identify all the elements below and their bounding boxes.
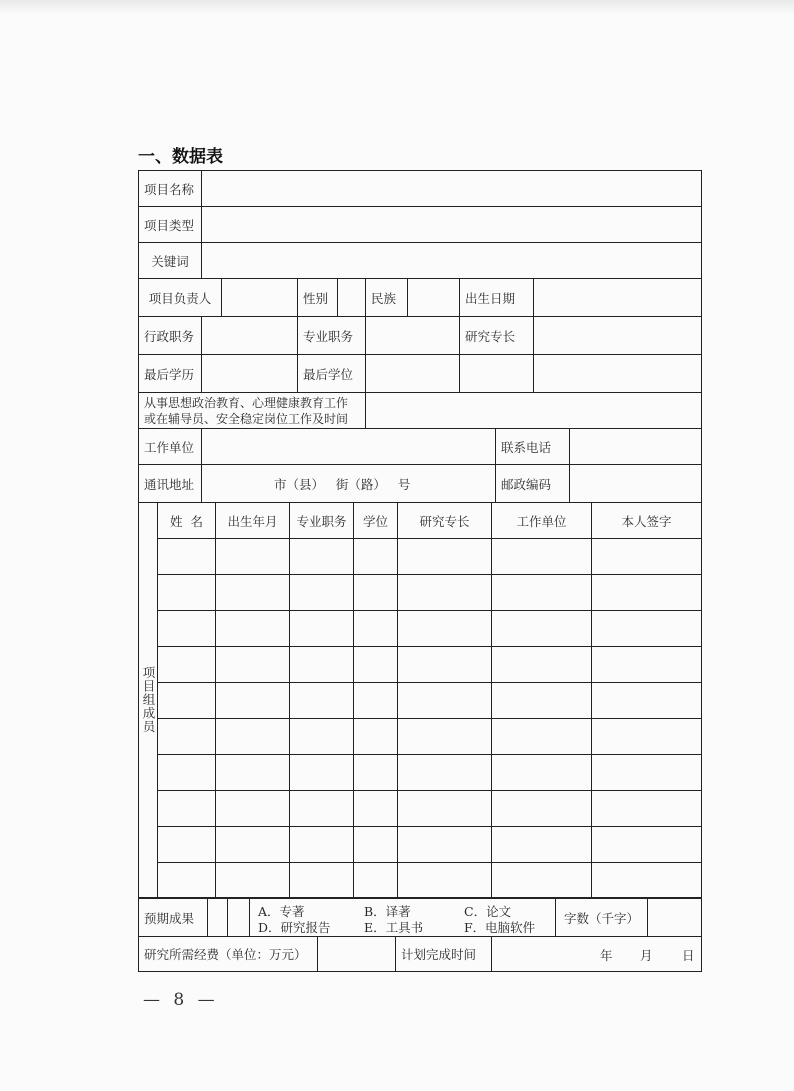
work-unit-field[interactable] xyxy=(202,428,496,464)
address-label: 通讯地址 xyxy=(138,464,202,502)
members-cell-signature[interactable] xyxy=(592,790,702,826)
ethnicity-field[interactable] xyxy=(408,278,460,316)
members-cell-name[interactable] xyxy=(158,646,216,682)
members-cell-degree[interactable] xyxy=(354,574,398,610)
members-cell-signature[interactable] xyxy=(592,574,702,610)
members-cell-signature[interactable] xyxy=(592,682,702,718)
members-cell-birth-month[interactable] xyxy=(216,718,290,754)
members-cell-name[interactable] xyxy=(158,682,216,718)
members-cell-work-unit[interactable] xyxy=(492,790,592,826)
keywords-field[interactable] xyxy=(202,242,702,278)
members-cell-specialty[interactable] xyxy=(398,826,492,862)
members-cell-prof-post[interactable] xyxy=(290,682,354,718)
members-cell-specialty[interactable] xyxy=(398,538,492,574)
option-reference-book[interactable]: E．工具书 xyxy=(364,920,424,935)
gender-label: 性别 xyxy=(298,278,338,316)
postcode-field[interactable] xyxy=(570,464,702,502)
members-cell-prof-post[interactable] xyxy=(290,862,354,898)
word-count-field[interactable] xyxy=(648,898,702,936)
members-cell-birth-month[interactable] xyxy=(216,682,290,718)
section-title: 一、数据表 xyxy=(138,147,223,167)
members-cell-prof-post[interactable] xyxy=(290,610,354,646)
members-cell-name[interactable] xyxy=(158,574,216,610)
members-cell-degree[interactable] xyxy=(354,826,398,862)
month-label: 月 xyxy=(640,948,653,963)
members-cell-birth-month[interactable] xyxy=(216,646,290,682)
members-cell-degree[interactable] xyxy=(354,646,398,682)
phone-field[interactable] xyxy=(570,428,702,464)
members-cell-specialty[interactable] xyxy=(398,754,492,790)
completion-date-field[interactable] xyxy=(492,936,702,972)
highest-degree-field[interactable] xyxy=(366,354,460,392)
members-side-label xyxy=(138,502,158,898)
option-monograph[interactable]: A．专著 xyxy=(258,904,305,919)
members-cell-signature[interactable] xyxy=(592,646,702,682)
members-cell-prof-post[interactable] xyxy=(290,646,354,682)
members-cell-prof-post[interactable] xyxy=(290,574,354,610)
members-cell-work-unit[interactable] xyxy=(492,646,592,682)
members-header-specialty: 研究专长 xyxy=(398,502,492,538)
outcome-blank-cell[interactable] xyxy=(228,898,250,936)
blank-cell xyxy=(460,354,534,392)
members-cell-name[interactable] xyxy=(158,718,216,754)
members-cell-work-unit[interactable] xyxy=(492,826,592,862)
members-cell-degree[interactable] xyxy=(354,862,398,898)
members-cell-birth-month[interactable] xyxy=(216,862,290,898)
outcomes-label: 预期成果 xyxy=(138,898,208,936)
day-label: 日 xyxy=(682,948,695,963)
members-cell-signature[interactable] xyxy=(592,826,702,862)
funding-label: 研究所需经费（单位：万元） xyxy=(138,936,318,972)
members-cell-name[interactable] xyxy=(158,538,216,574)
project-type-field[interactable] xyxy=(202,206,702,242)
admin-post-field[interactable] xyxy=(202,316,298,354)
members-cell-specialty[interactable] xyxy=(398,610,492,646)
members-cell-prof-post[interactable] xyxy=(290,718,354,754)
page-number: — 8 — xyxy=(143,990,219,1010)
members-cell-degree[interactable] xyxy=(354,718,398,754)
members-cell-signature[interactable] xyxy=(592,754,702,790)
outcome-options xyxy=(250,898,556,936)
year-label: 年 xyxy=(600,948,613,963)
prof-post-field[interactable] xyxy=(366,316,460,354)
members-cell-degree[interactable] xyxy=(354,790,398,826)
leader-field[interactable] xyxy=(222,278,298,316)
members-header-name: 姓 名 xyxy=(158,502,216,538)
members-cell-degree[interactable] xyxy=(354,682,398,718)
members-header-prof-post: 专业职务 xyxy=(290,502,354,538)
keywords-label: 关键词 xyxy=(138,242,202,278)
members-cell-signature[interactable] xyxy=(592,538,702,574)
leader-label: 项目负责人 xyxy=(138,278,222,316)
research-specialty-field[interactable] xyxy=(534,316,702,354)
members-cell-birth-month[interactable] xyxy=(216,574,290,610)
address-field[interactable]: 市（县） 街（路） 号 xyxy=(202,464,496,502)
research-specialty-label: 研究专长 xyxy=(460,316,534,354)
members-cell-prof-post[interactable] xyxy=(290,826,354,862)
blank-cell xyxy=(534,354,702,392)
highest-education-field[interactable] xyxy=(202,354,298,392)
birth-date-label: 出生日期 xyxy=(460,278,534,316)
members-cell-work-unit[interactable] xyxy=(492,862,592,898)
option-translation[interactable]: B．译著 xyxy=(364,904,411,919)
members-cell-signature[interactable] xyxy=(592,610,702,646)
outcome-blank-cell[interactable] xyxy=(208,898,228,936)
members-cell-birth-month[interactable] xyxy=(216,790,290,826)
members-cell-specialty[interactable] xyxy=(398,574,492,610)
members-cell-name[interactable] xyxy=(158,610,216,646)
members-cell-specialty[interactable] xyxy=(398,718,492,754)
project-name-label: 项目名称 xyxy=(138,170,202,206)
members-cell-work-unit[interactable] xyxy=(492,682,592,718)
option-software[interactable]: F．电脑软件 xyxy=(464,920,536,935)
ethnicity-label: 民族 xyxy=(366,278,408,316)
members-cell-name[interactable] xyxy=(158,826,216,862)
members-cell-signature[interactable] xyxy=(592,862,702,898)
experience-label-line2: 或在辅导员、安全稳定岗位工作及时间 xyxy=(144,412,349,426)
members-side-label-text: 项目组成员 xyxy=(141,666,156,734)
members-cell-signature[interactable] xyxy=(592,718,702,754)
members-cell-prof-post[interactable] xyxy=(290,538,354,574)
members-header-work-unit: 工作单位 xyxy=(492,502,592,538)
admin-post-label: 行政职务 xyxy=(138,316,202,354)
members-header-birth-month: 出生年月 xyxy=(216,502,290,538)
work-unit-label: 工作单位 xyxy=(138,428,202,464)
experience-label xyxy=(138,392,366,428)
gender-field[interactable] xyxy=(338,278,366,316)
highest-education-label: 最后学历 xyxy=(138,354,202,392)
members-cell-birth-month[interactable] xyxy=(216,826,290,862)
members-header-degree: 学位 xyxy=(354,502,398,538)
project-name-field[interactable] xyxy=(202,170,702,206)
option-research-report[interactable]: D．研究报告 xyxy=(258,920,331,935)
members-cell-work-unit[interactable] xyxy=(492,718,592,754)
phone-label: 联系电话 xyxy=(496,428,570,464)
members-cell-name[interactable] xyxy=(158,754,216,790)
word-count-label: 字数（千字） xyxy=(556,898,648,936)
members-cell-birth-month[interactable] xyxy=(216,610,290,646)
members-cell-birth-month[interactable] xyxy=(216,754,290,790)
members-cell-work-unit[interactable] xyxy=(492,754,592,790)
members-cell-specialty[interactable] xyxy=(398,682,492,718)
members-cell-work-unit[interactable] xyxy=(492,610,592,646)
members-cell-specialty[interactable] xyxy=(398,862,492,898)
completion-label: 计划完成时间 xyxy=(396,936,492,972)
members-cell-prof-post[interactable] xyxy=(290,790,354,826)
members-cell-name[interactable] xyxy=(158,862,216,898)
members-cell-degree[interactable] xyxy=(354,538,398,574)
experience-label-line1: 从事思想政治教育、心理健康教育工作 xyxy=(144,396,349,410)
members-cell-degree[interactable] xyxy=(354,610,398,646)
postcode-label: 邮政编码 xyxy=(496,464,570,502)
members-header-signature: 本人签字 xyxy=(592,502,702,538)
members-cell-name[interactable] xyxy=(158,790,216,826)
members-cell-degree[interactable] xyxy=(354,754,398,790)
funding-field[interactable] xyxy=(318,936,396,972)
members-cell-specialty[interactable] xyxy=(398,646,492,682)
members-cell-prof-post[interactable] xyxy=(290,754,354,790)
highest-degree-label: 最后学位 xyxy=(298,354,366,392)
prof-post-label: 专业职务 xyxy=(298,316,366,354)
project-type-label: 项目类型 xyxy=(138,206,202,242)
members-cell-work-unit[interactable] xyxy=(492,538,592,574)
option-paper[interactable]: C．论文 xyxy=(464,904,512,919)
experience-field[interactable] xyxy=(366,392,702,428)
members-cell-work-unit[interactable] xyxy=(492,574,592,610)
members-cell-specialty[interactable] xyxy=(398,790,492,826)
birth-date-field[interactable] xyxy=(534,278,702,316)
members-cell-birth-month[interactable] xyxy=(216,538,290,574)
